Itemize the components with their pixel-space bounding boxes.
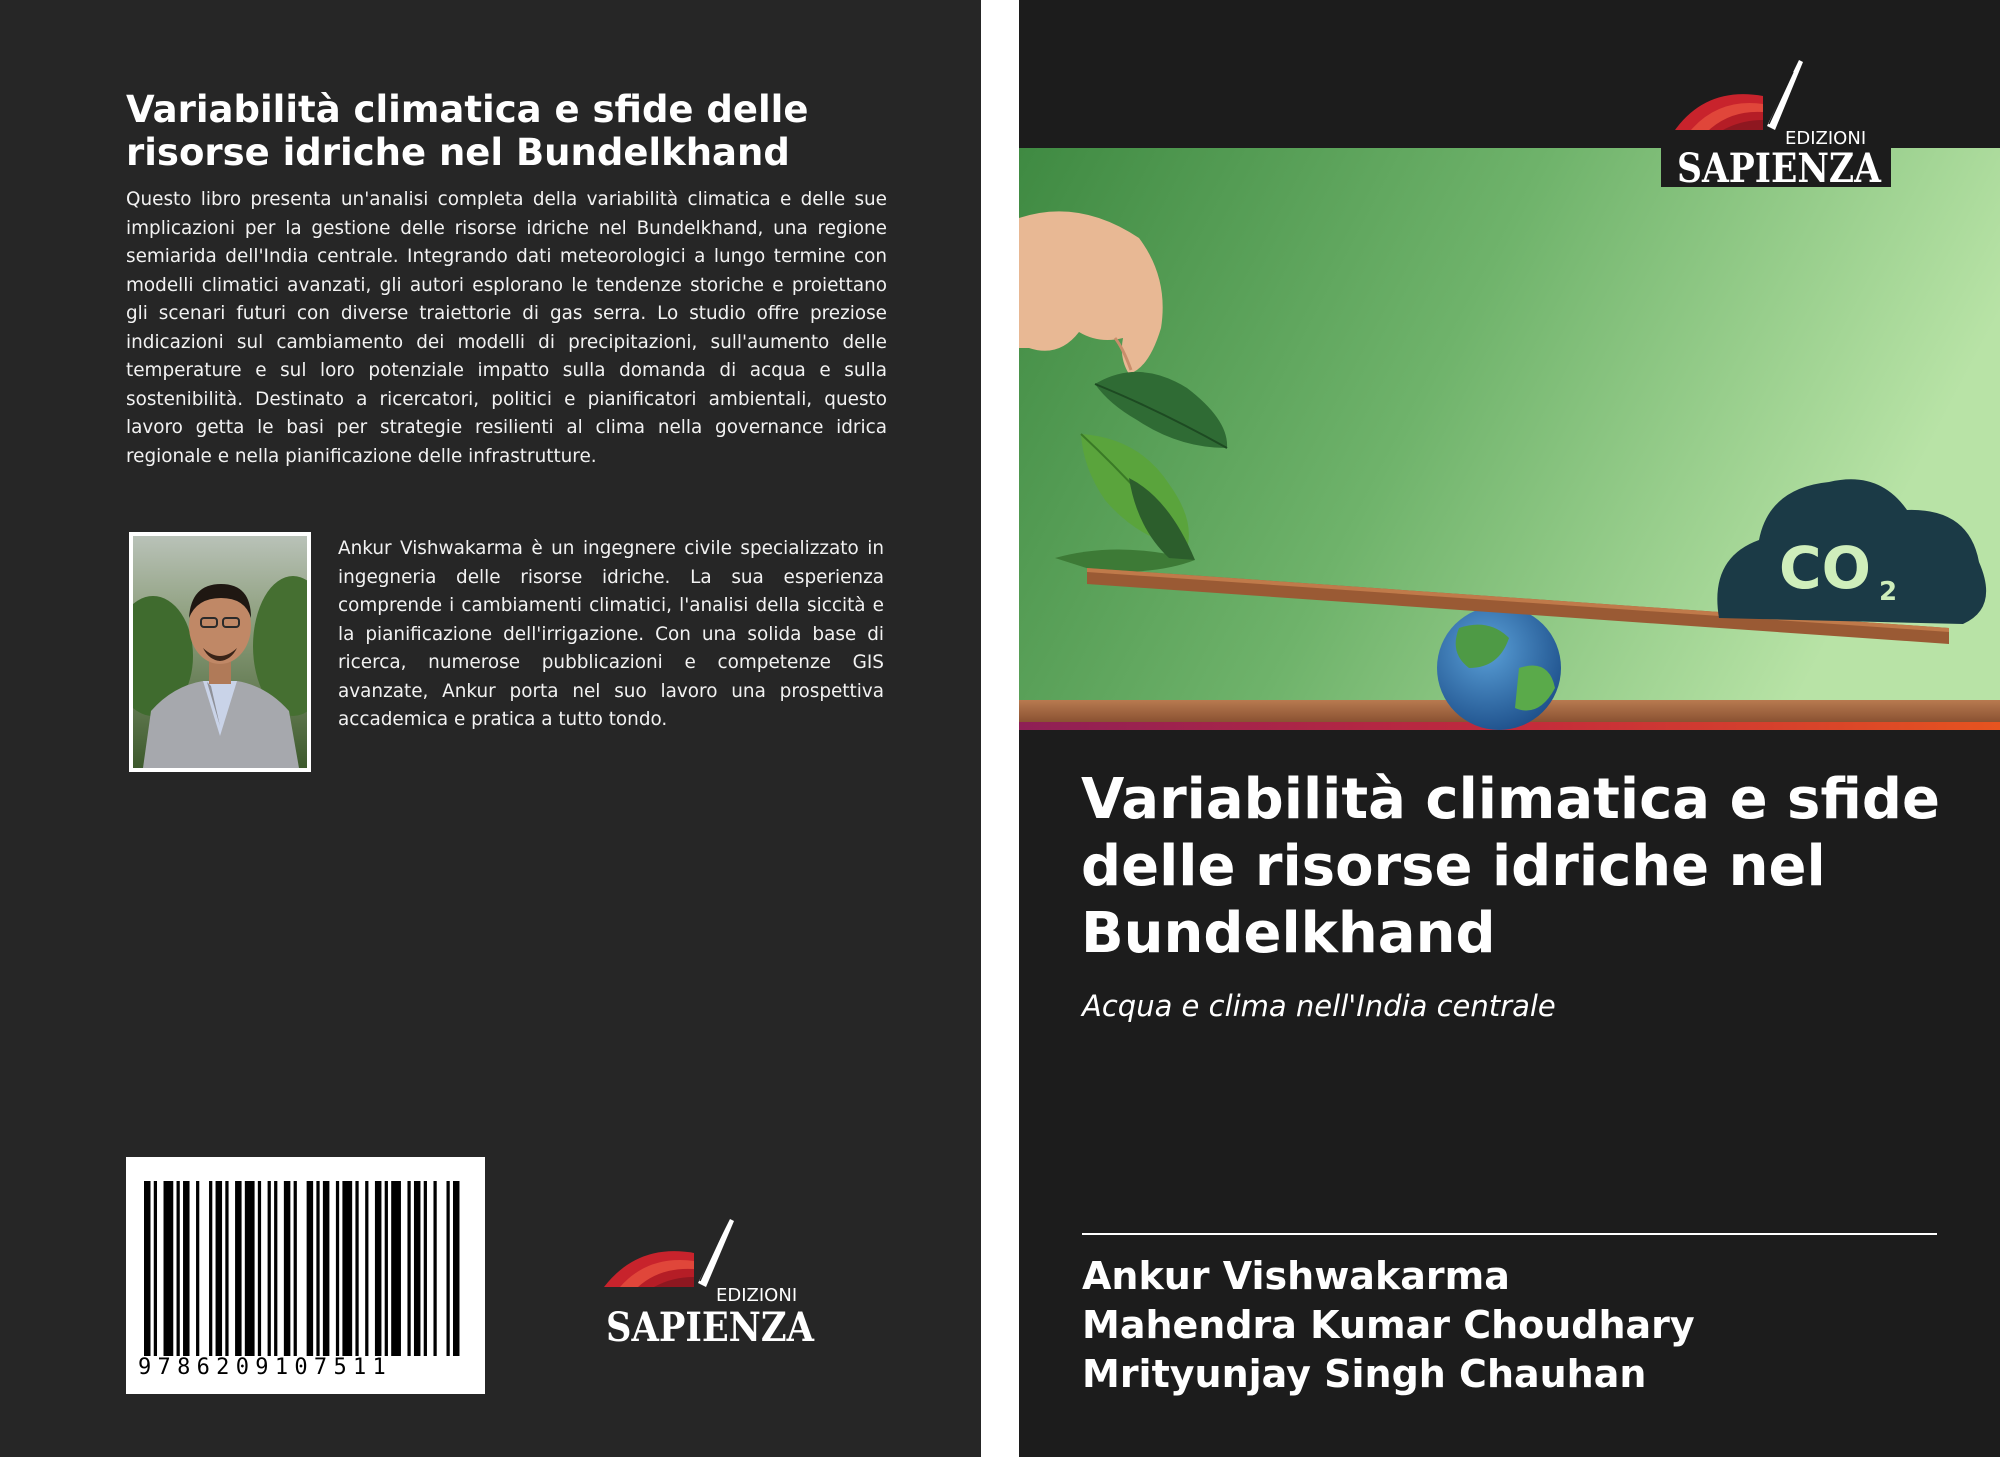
barcode-bar <box>258 1181 261 1356</box>
barcode-bar <box>446 1181 449 1356</box>
back-publisher-logo <box>598 1215 822 1350</box>
cover-photo-image <box>1019 148 2000 730</box>
barcode-bars <box>144 1181 466 1356</box>
author-photo <box>129 532 311 772</box>
barcode-bar <box>154 1181 157 1356</box>
barcode-bar <box>216 1181 223 1356</box>
publisher-label-main: SAPIENZA <box>606 1304 815 1350</box>
barcode-bar <box>177 1181 180 1356</box>
barcode-bar <box>209 1181 212 1356</box>
isbn-barcode <box>126 1157 485 1394</box>
barcode-bar <box>453 1181 460 1356</box>
barcode-bar <box>342 1181 352 1356</box>
back-cover <box>0 0 981 1457</box>
barcode-bar <box>274 1181 277 1356</box>
back-cover-title: Variabilità climatica e sfide delle risorse idriche nel Bundelkhand <box>126 88 809 174</box>
author-bio: Ankur Vishwakarma è un ingegnere civile specializzato in ingegneria delle risorse idriche. La sua esperienza comprende i cambiamenti climatici, l'analisi della siccità e la pianificazione dell'irrigazione. Con una solida base di ricerca, numerose pubblicazioni e competenze GIS avanzate, Ankur porta nel suo lavoro una prospettiva accademica e pratica a tutto tondo. <box>338 538 884 730</box>
barcode-bar <box>183 1181 190 1356</box>
author-name: Mahendra Kumar Choudhary <box>1082 1303 1695 1347</box>
front-cover-title: Variabilità climatica e sfide delle risorse idriche nel Bundelkhand <box>1081 767 1940 966</box>
author-portrait-image <box>133 536 307 768</box>
barcode-bar <box>268 1181 271 1356</box>
front-cover-subtitle: Acqua e clima nell'India centrale <box>1082 989 1556 1023</box>
author-list <box>1082 1252 1962 1399</box>
barcode-bar <box>375 1181 382 1356</box>
cover-photo <box>1019 148 2000 730</box>
barcode-bar <box>365 1181 368 1356</box>
spine <box>981 0 1019 1457</box>
front-cover <box>1019 0 2000 1457</box>
author-name: Ankur Vishwakarma <box>1082 1254 1510 1298</box>
publisher-label-top: EDIZIONI <box>1785 128 1867 149</box>
co2-subscript: 2 <box>1879 577 1898 607</box>
barcode-bar <box>225 1181 228 1356</box>
barcode-bar <box>284 1181 291 1356</box>
author-name: Mrityunjay Singh Chauhan <box>1082 1352 1647 1396</box>
barcode-bar <box>323 1181 330 1356</box>
barcode-bar <box>385 1181 388 1356</box>
publisher-logo-mark <box>598 1215 822 1350</box>
barcode-bar <box>407 1181 410 1356</box>
publisher-logo-mark <box>1661 56 1891 187</box>
barcode-bar <box>316 1181 319 1356</box>
divider <box>1082 1233 1937 1235</box>
back-cover-synopsis: Questo libro presenta un'analisi completa della variabilità climatica e delle sue implicazioni per la gestione delle risorse idriche nel Bundelkhand, una regione semiarida dell'India centrale. Integrando dati meteorologici a lungo termine con modelli climatici avanzati, gli autori esplorano le tendenze storiche e proiettano gli scenari futuri con diverse traiettorie di gas serra. Lo studio offre preziose indicazioni sul cambiamento dei modelli di precipitazioni, sull'aumento delle temperature e sul loro potenziale impatto sulla domanda di acqua e sulla sostenibilità. Destinato a ricercatori, politici e pianificatori ambientali, questo lavoro getta le basi per strategie resilienti al clima nella governance idrica regionale e nella pianificazione delle infrastrutture. <box>126 189 887 467</box>
barcode-bar <box>355 1181 358 1356</box>
barcode-bar <box>235 1181 242 1356</box>
barcode-bar <box>164 1181 174 1356</box>
barcode-bar <box>424 1181 427 1356</box>
co2-label: CO <box>1779 534 1871 602</box>
barcode-bar <box>414 1181 421 1356</box>
barcode-bar <box>144 1181 151 1356</box>
publisher-label-main: SAPIENZA <box>1677 145 1882 187</box>
barcode-bar <box>433 1181 436 1356</box>
barcode-bar <box>307 1181 314 1356</box>
barcode-bar <box>196 1181 199 1356</box>
barcode-bar <box>336 1181 339 1356</box>
barcode-bar <box>245 1181 255 1356</box>
front-publisher-logo <box>1661 56 1891 187</box>
publisher-label-top: EDIZIONI <box>716 1285 798 1306</box>
barcode-bar <box>391 1181 401 1356</box>
isbn-digits: 9786209107511 <box>138 1355 393 1380</box>
barcode-bar <box>294 1181 297 1356</box>
